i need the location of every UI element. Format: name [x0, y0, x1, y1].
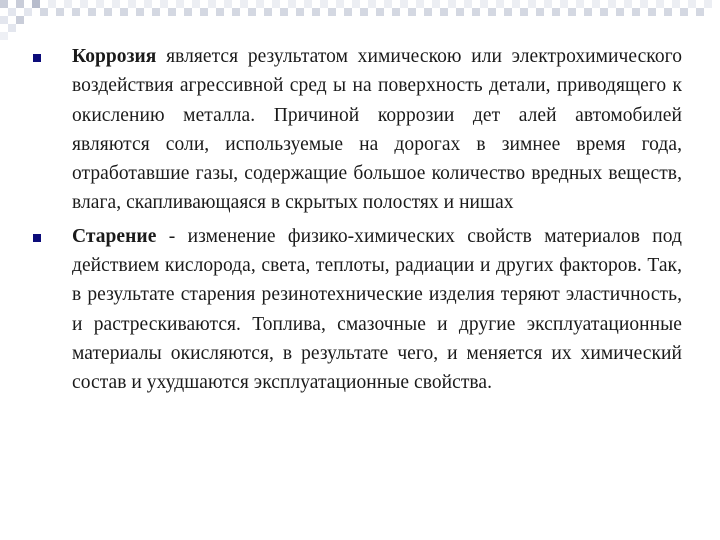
bullet-item-aging [32, 222, 682, 398]
bullet-description: является результатом химическою или электрохимического воздействия агрессивной сред ы на поверхность детали, приводящего к окислению металла. Причиной коррозии дет алей автомобилей являются соли, используемые на дорогах в зимнее время года, отработавшие газы, содержащие большое количество вредных веществ, влага, скапливающаяся в скрытых полостях и нишах [72, 46, 682, 214]
square-bullet-icon [33, 234, 41, 242]
bullet-text [72, 222, 682, 398]
bullet-item-corrosion [32, 42, 682, 218]
bullet-description: - изменение физико-химических свойств материалов под действием кислорода, света, теплоты, радиации и других факторов. Так, в результате старения резинотехнические изделия теряют эластичность, и растрескиваются. Топлива, смазочные и другие эксплуатационные материалы окисляются, в результате чего, и меняется их химический состав и ухудшаются эксплуатационные свойства. [72, 225, 682, 394]
bullet-text [72, 42, 682, 218]
slide-content [32, 42, 682, 402]
bullet-term: Старение [72, 225, 157, 247]
bullet-term: Коррозия [72, 46, 157, 67]
decorative-checker-strip [0, 0, 720, 40]
square-bullet-icon [33, 54, 41, 62]
